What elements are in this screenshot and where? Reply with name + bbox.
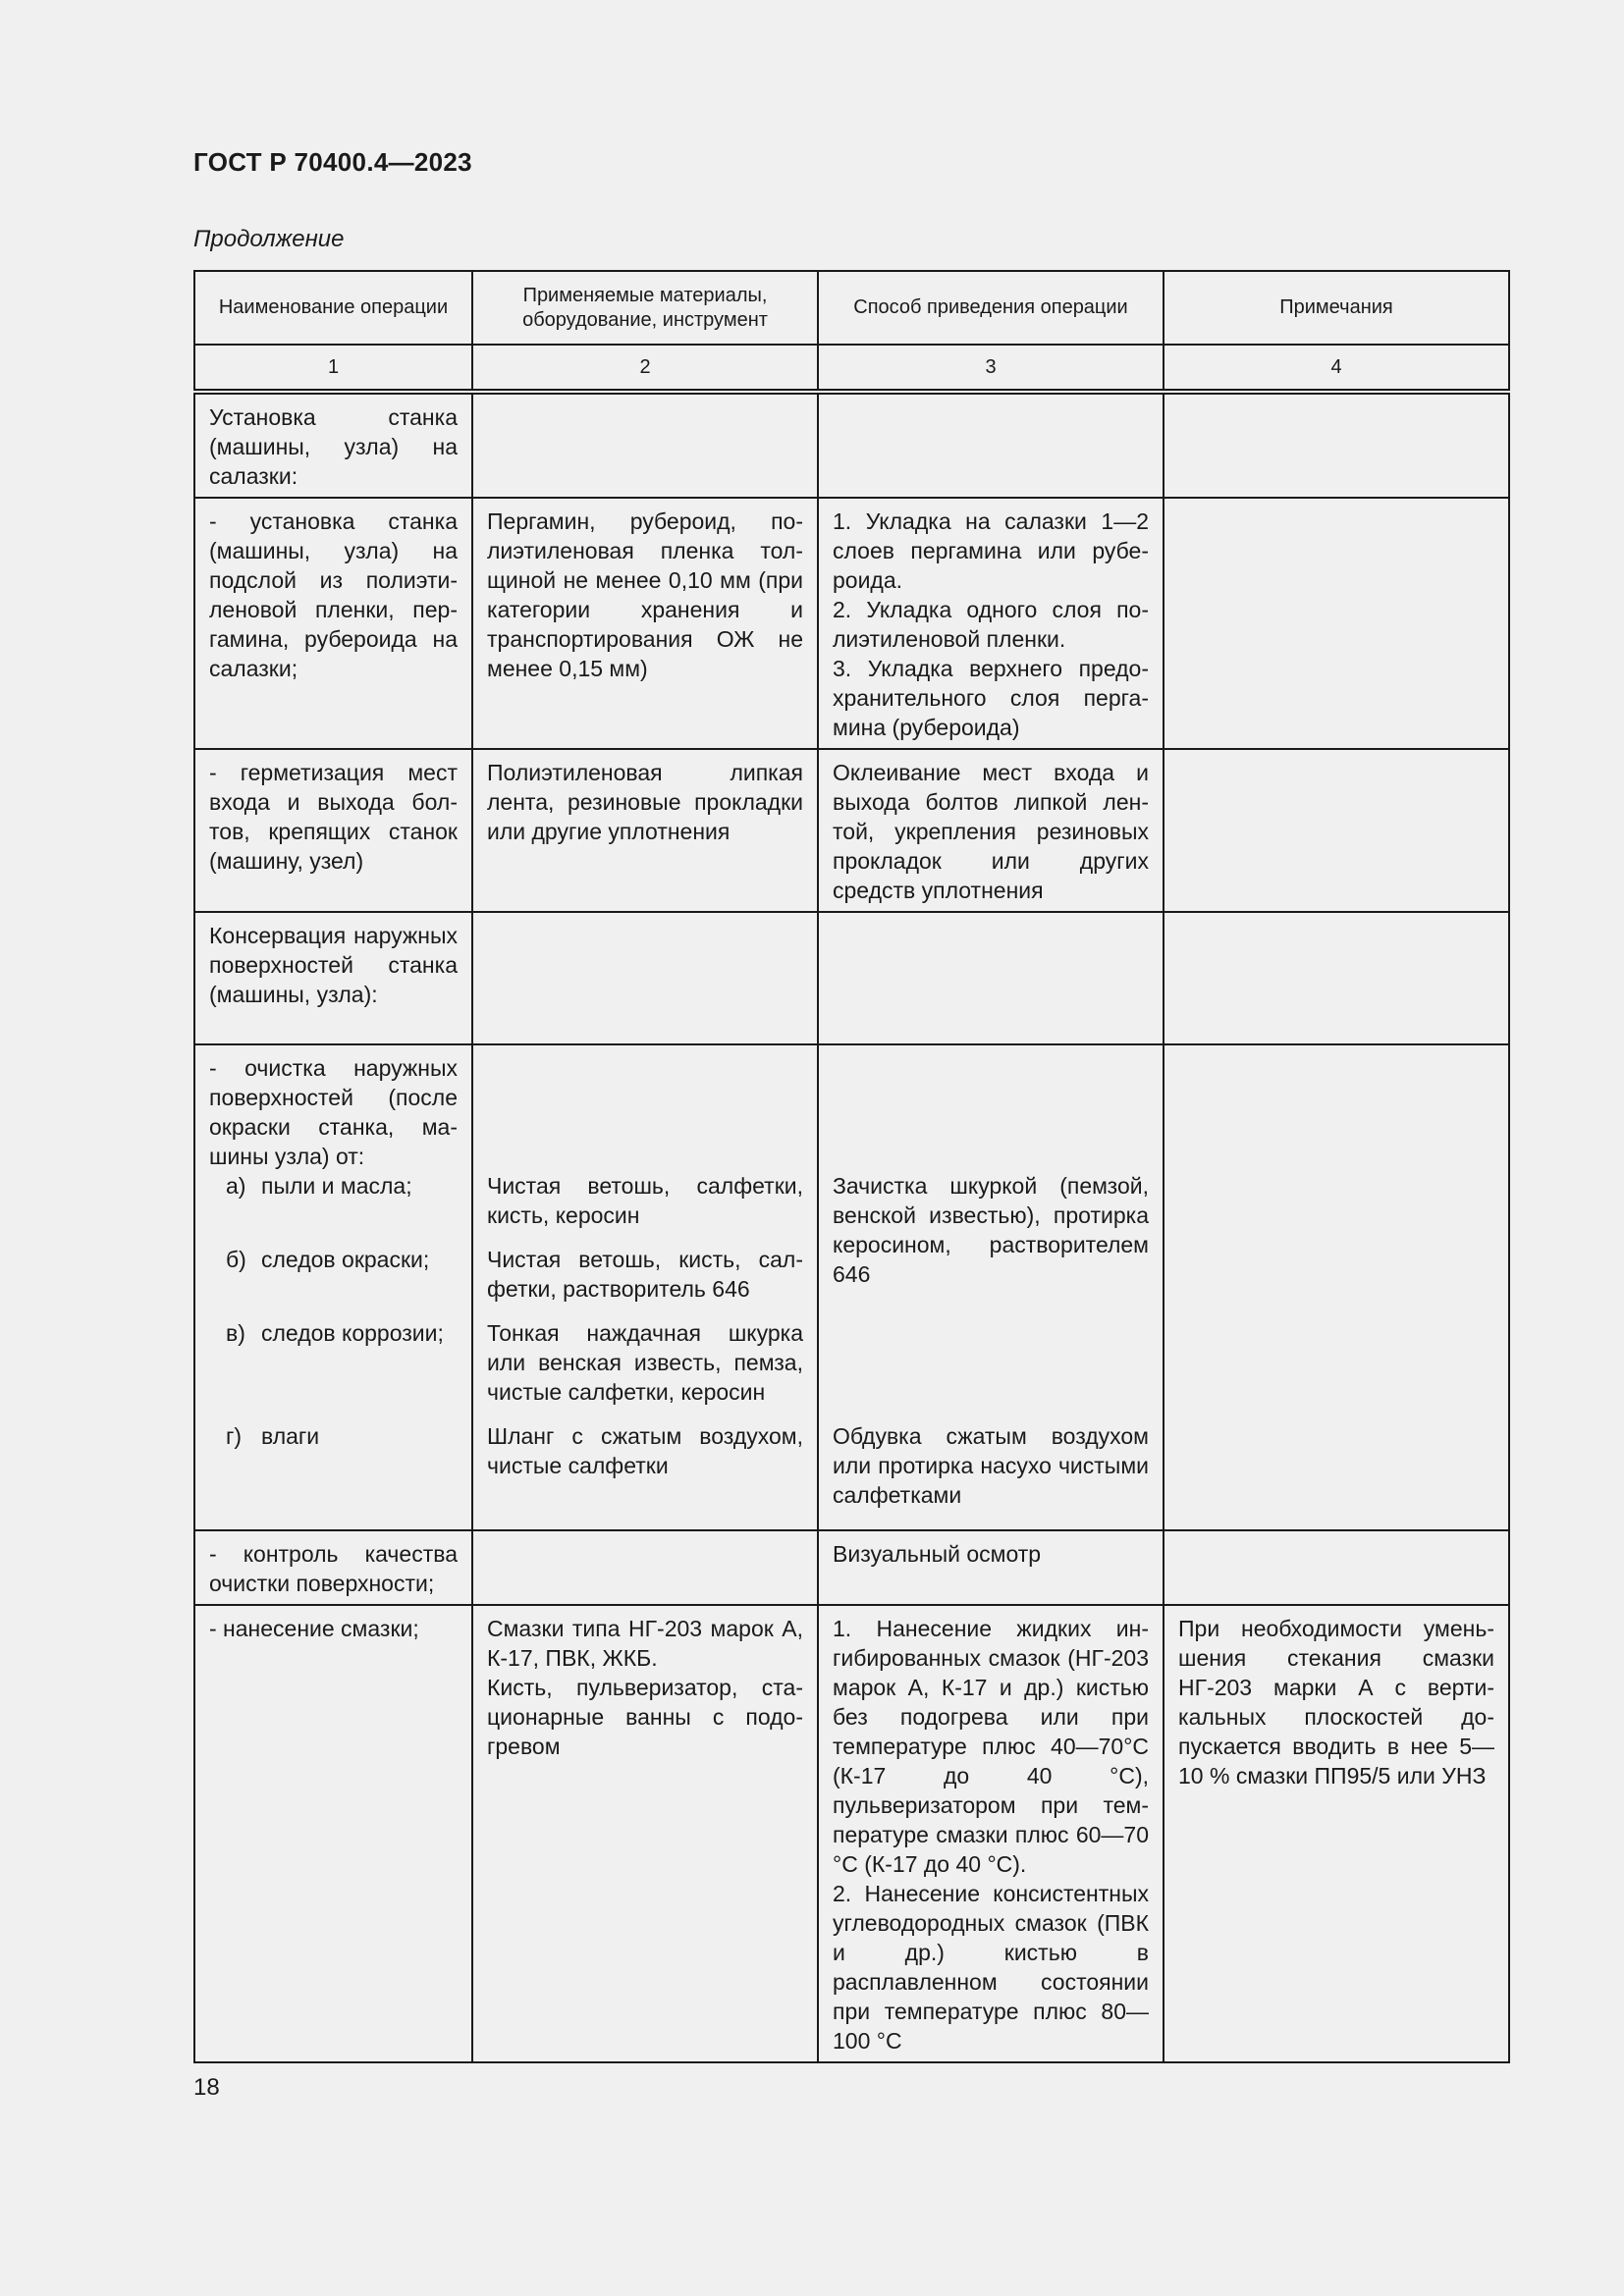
- column-header: Наименование операции: [194, 271, 472, 345]
- column-number: 3: [818, 345, 1164, 392]
- method-cell: Визуальный осмотр: [818, 1530, 1164, 1605]
- materials-text: Кисть, пульверизатор, стационарные ванны с подогревом: [487, 1675, 803, 1759]
- notes-cell: [1164, 392, 1509, 498]
- operation-cell: - герметизация мест входа и выхода болтов, крепящих станок (машину, узел): [194, 749, 472, 912]
- method-cell: Оклеивание мест входа и выхода болтов липкой лентой, укрепления резиновых прокладок или других средств уплотнения: [818, 749, 1164, 912]
- column-header: Применяемые материалы, оборудование, инструмент: [472, 271, 818, 345]
- method-cell: [818, 392, 1164, 498]
- sub-item-label: в): [226, 1320, 245, 1346]
- operation-cell: - установка станка (машины, узла) на подслой из полиэтиленовой пленки, пергамина, рубероида на салазки;: [194, 498, 472, 749]
- sub-item-label: б): [226, 1247, 246, 1272]
- sub-item: [209, 1245, 458, 1318]
- column-number: 1: [194, 345, 472, 392]
- column-header: Способ приведения операции: [818, 271, 1164, 345]
- sub-item: [209, 1171, 458, 1245]
- method-cell: [818, 1605, 1164, 2062]
- page-number: 18: [193, 2074, 220, 2101]
- method-text: Обдувка сжатым воздухом или протирка насухо чистыми салфетками: [833, 1423, 1149, 1508]
- table-row: [194, 1044, 1509, 1530]
- notes-cell: [1164, 1044, 1509, 1530]
- operation-cell: Консервация наружных поверхностей станка (машины, узла):: [194, 912, 472, 1044]
- method-step: 1. Укладка на салазки 1—2 слоев пергамина или рубероида.: [833, 508, 1149, 593]
- sub-item-text: пыли и масла;: [261, 1173, 412, 1199]
- materials-cell: Полиэтиленовая липкая лента, резиновые прокладки или другие уплотнения: [472, 749, 818, 912]
- sub-item: [209, 1318, 458, 1421]
- materials-text: Тонкая наждачная шкурка или венская известь, пемза, чистые салфетки, керосин: [487, 1320, 803, 1405]
- table-header-row: [194, 271, 1509, 345]
- sub-item-text: следов окраски;: [261, 1247, 430, 1272]
- table-row: [194, 1530, 1509, 1605]
- operations-table: [193, 270, 1510, 2063]
- sub-item-text: влаги: [261, 1423, 320, 1449]
- table-row: [194, 1605, 1509, 2062]
- materials-cell: Пергамин, рубероид, полиэтиленовая пленка толщиной не менее 0,10 мм (при категории хранения и транспортирования ОЖ не менее 0,15 мм): [472, 498, 818, 749]
- table-row: [194, 392, 1509, 498]
- column-number: 2: [472, 345, 818, 392]
- method-cell: [818, 498, 1164, 749]
- notes-cell: [1164, 498, 1509, 749]
- notes-cell: [1164, 749, 1509, 912]
- sub-item-label: г): [226, 1423, 243, 1449]
- method-cell: [818, 1044, 1164, 1530]
- method-cell: [818, 912, 1164, 1044]
- method-step: 2. Укладка одного слоя полиэтиленовой пленки.: [833, 597, 1149, 652]
- table-row: [194, 749, 1509, 912]
- notes-cell: [1164, 912, 1509, 1044]
- materials-text: Чистая ветошь, кисть, салфетки, растворитель 646: [487, 1247, 803, 1302]
- operation-text: - очистка наружных поверхностей (после окраски станка, машины узла) от:: [209, 1055, 458, 1169]
- sub-item: [209, 1421, 458, 1451]
- method-text: Зачистка шкуркой (пемзой, венской известью), протирка керосином, растворителем 646: [833, 1173, 1149, 1287]
- table-row: [194, 498, 1509, 749]
- materials-cell: [472, 912, 818, 1044]
- document-title: ГОСТ Р 70400.4—2023: [193, 147, 472, 177]
- notes-cell: [1164, 1530, 1509, 1605]
- operation-cell: - контроль качества очистки поверхности;: [194, 1530, 472, 1605]
- materials-cell: [472, 1044, 818, 1530]
- sub-item-text: следов коррозии;: [261, 1320, 444, 1346]
- column-header: Примечания: [1164, 271, 1509, 345]
- continuation-label: Продолжение: [193, 226, 345, 252]
- sub-item-label: а): [226, 1173, 246, 1199]
- table-row: [194, 912, 1509, 1044]
- operation-cell: - нанесение смазки;: [194, 1605, 472, 2062]
- column-number-row: [194, 345, 1509, 392]
- materials-text: Смазки типа НГ-203 марок А, К-17, ПВК, ЖКБ.: [487, 1616, 803, 1671]
- method-step: 2. Нанесение консистентных углеводородных смазок (ПВК и др.) кистью в расплавленном состоянии при температуре плюс 80—100 °С: [833, 1881, 1149, 2054]
- materials-text: Чистая ветошь, салфетки, кисть, керосин: [487, 1173, 803, 1228]
- notes-cell: При необходимости уменьшения стекания смазки НГ-203 марки А с вертикальных плоскостей допускается вводить в нее 5—10 % смазки ПП95/5 или УНЗ: [1164, 1605, 1509, 2062]
- materials-cell: [472, 392, 818, 498]
- materials-cell: [472, 1605, 818, 2062]
- method-step: 3. Укладка верхнего предохранительного слоя пергамина (рубероида): [833, 656, 1149, 740]
- materials-text: Шланг с сжатым воздухом, чистые салфетки: [487, 1423, 803, 1478]
- method-step: 1. Нанесение жидких ингибированных смазок (НГ-203 марок А, К-17 и др.) кистью без подогрева или при температуре плюс 40—70°С (К-17 до 40 °С), пульверизатором при температуре смазки плюс 60—70 °С (К-17 до 40 °С).: [833, 1616, 1149, 1877]
- operation-cell: [194, 1044, 472, 1530]
- column-number: 4: [1164, 345, 1509, 392]
- materials-cell: [472, 1530, 818, 1605]
- operation-cell: Установка станка (машины, узла) на салазки:: [194, 392, 472, 498]
